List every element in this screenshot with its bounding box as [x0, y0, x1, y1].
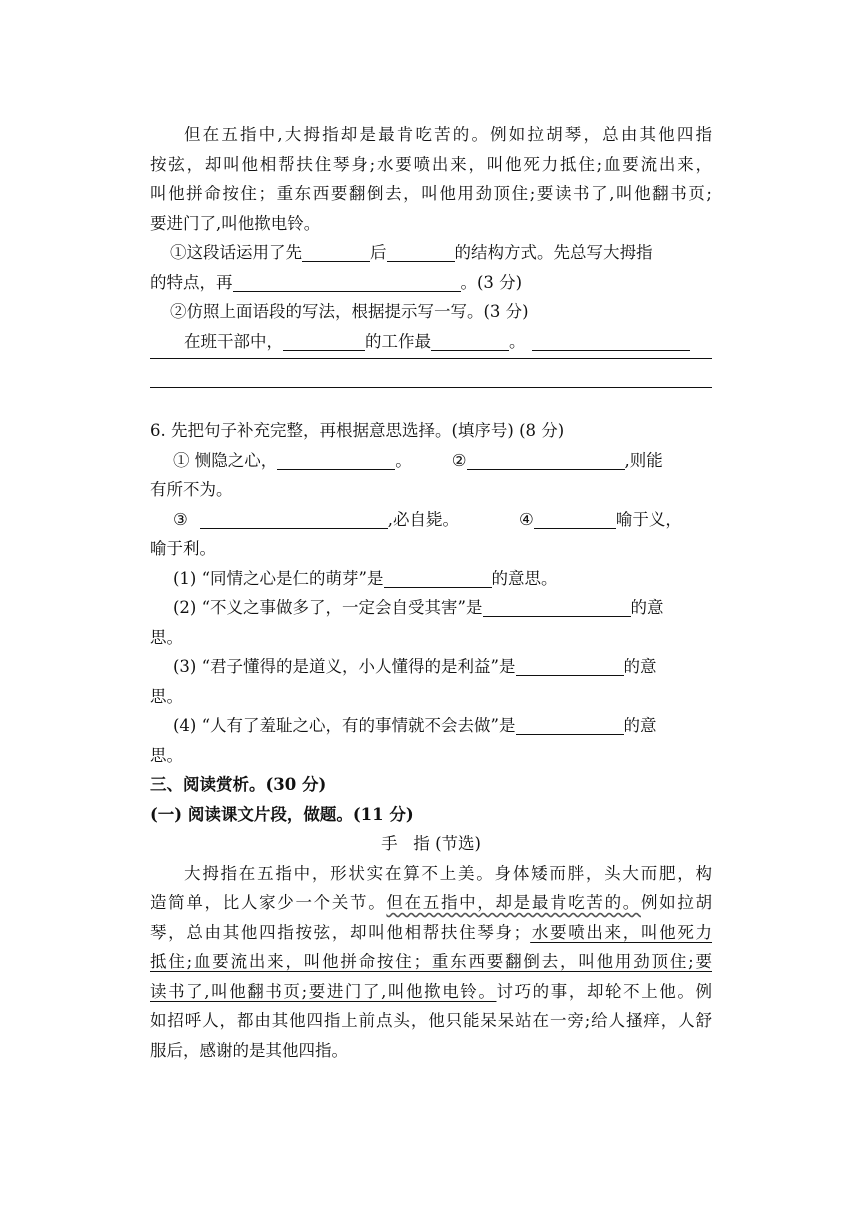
- section-6-row-4: 喻于利。: [150, 539, 216, 558]
- passage-line-5: 读书了,叫他翻书页;要进门了,叫他揿电铃。讨巧的事，却轮不上他。例: [150, 981, 712, 1001]
- answer-blank[interactable]: [431, 332, 509, 351]
- passage-line-2: 造简单，比人家少一个关节。但在五指中，却是最肯吃苦的。例如拉胡: [150, 893, 713, 912]
- quote-line-3: 叫他拼命按住；重东西要翻倒去，叫他用劲顶住;要读书了,叫他翻书页;: [150, 184, 712, 203]
- section-3-subtitle: (一) 阅读课文片段，做题。(11 分): [150, 804, 414, 824]
- answer-blank[interactable]: [516, 657, 624, 676]
- answer-blank[interactable]: [532, 332, 690, 351]
- quote-line-2: 按弦，却叫他相帮扶住琴身;水要喷出来，叫他死力抵住;血要流出来，: [150, 154, 712, 174]
- answer-blank[interactable]: [233, 273, 461, 292]
- answer-blank[interactable]: [516, 716, 624, 735]
- section-6-title: 6. 先把句子补充完整，再根据意思选择。(填序号) (8 分): [150, 421, 565, 440]
- quote-line-4: 要进门了,叫他揿电铃。: [150, 213, 321, 233]
- item-3-cont: 思。: [150, 686, 183, 706]
- answer-blank[interactable]: [467, 451, 625, 470]
- answer-blank[interactable]: [277, 451, 395, 470]
- question-2-prompt: 在班干部中， 的工作最 。: [150, 327, 712, 357]
- passage-line-1: 大拇指在五指中，形状实在算不上美。身体矮而胖，头大而肥，构: [184, 863, 712, 883]
- exam-page: [150, 120, 712, 1065]
- answer-blank[interactable]: [534, 510, 616, 529]
- item-4: (4) “人有了羞耻之心，有的事情就不会去做”是 的意: [173, 716, 657, 735]
- passage-line-7: 服后，感谢的是其他四指。: [150, 1040, 348, 1060]
- answer-blank[interactable]: [283, 332, 365, 351]
- answer-lines: [150, 356, 712, 416]
- section-3-title: 三、阅读赏析。(30 分): [150, 775, 327, 794]
- quote-line-1: 但在五指中,大拇指却是最肯吃苦的。例如拉胡琴，总由其他四指: [184, 125, 712, 144]
- section-6-row-1: ① 恻隐之心， 。 ② ,则能: [173, 450, 663, 470]
- answer-line[interactable]: [150, 387, 712, 388]
- item-3: (3) “君子懂得的是道义，小人懂得的是利益”是 的意: [173, 657, 657, 676]
- passage-line-3: 琴，总由其他四指按弦，却叫他相帮扶住琴身；水要喷出来，叫他死力: [150, 922, 713, 942]
- section-6-row-3: ③ ,必自毙。 ④ 喻于义，: [173, 509, 682, 529]
- answer-blank[interactable]: [483, 598, 631, 617]
- passage-line-4: 抵住;血要流出来，叫他拼命按住；重东西要翻倒去，叫他用劲顶住;要: [150, 952, 712, 971]
- answer-line[interactable]: [150, 358, 712, 359]
- question-1-line-1: ①这段话运用了先 后 的结构方式。先总写大拇指: [170, 243, 653, 262]
- answer-blank[interactable]: [200, 510, 388, 529]
- passage-line-6: 如招呼人，都由其他四指上前点头，他只能呆呆站在一旁;给人搔痒，人舒: [150, 1011, 712, 1030]
- answer-blank[interactable]: [384, 569, 492, 588]
- answer-blank[interactable]: [302, 243, 370, 262]
- answer-blank[interactable]: [387, 243, 455, 262]
- passage-heading: 手 指 (节选): [381, 834, 481, 853]
- item-2: (2) “不义之事做多了，一定会自受其害”是 的意: [173, 598, 664, 617]
- question-1-line-2: 的特点，再 。(3 分): [150, 272, 523, 292]
- question-2: ②仿照上面语段的写法，根据提示写一写。(3 分): [170, 302, 529, 321]
- item-4-cont: 思。: [150, 745, 183, 765]
- section-6-row-2: 有所不为。: [150, 480, 233, 499]
- item-2-cont: 思。: [150, 627, 183, 647]
- item-1: (1) “同情之心是仁的萌芽”是 的意思。: [173, 568, 558, 588]
